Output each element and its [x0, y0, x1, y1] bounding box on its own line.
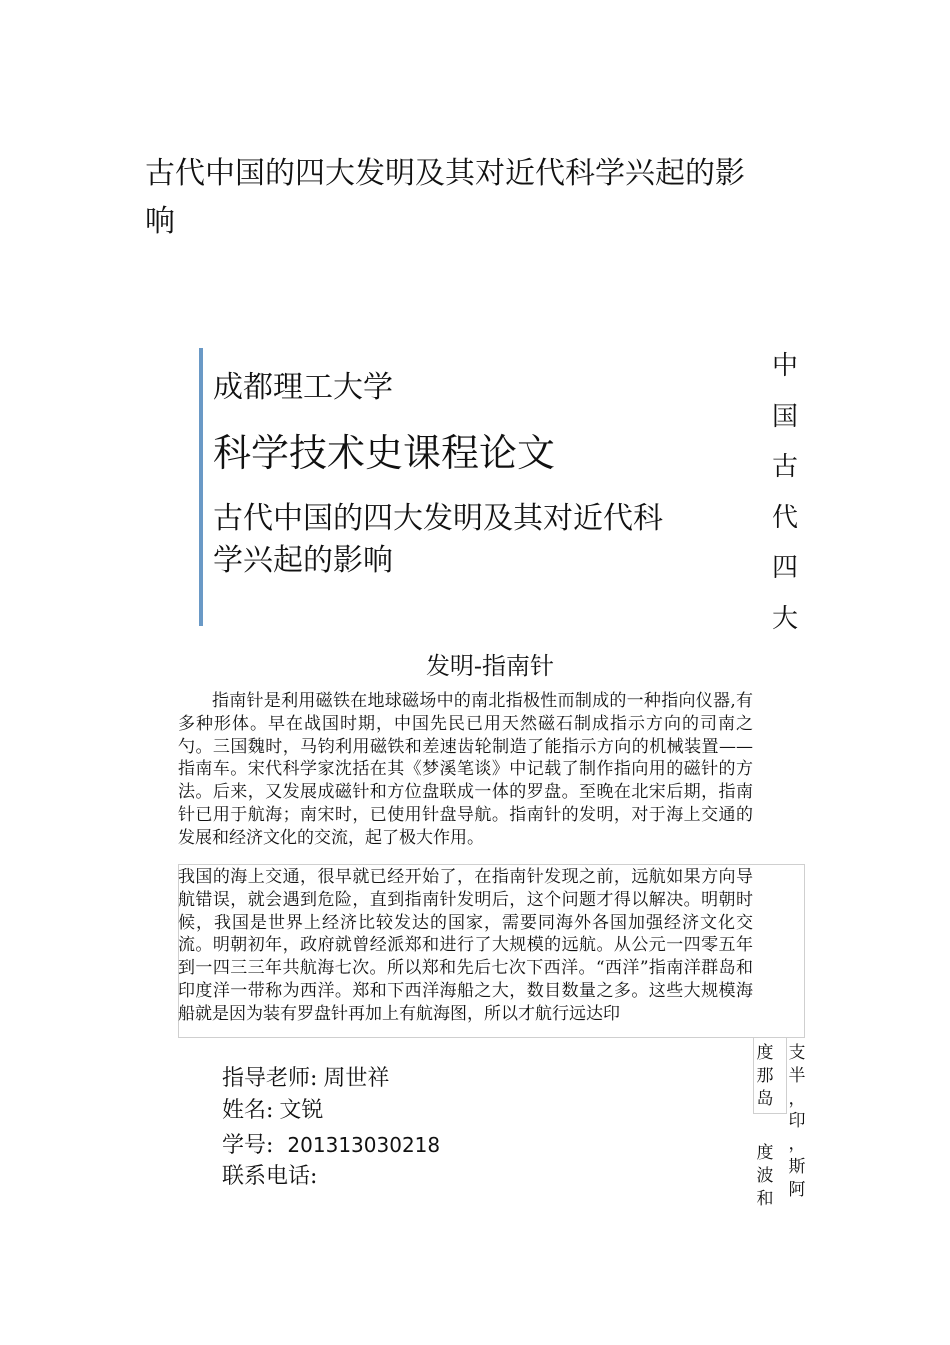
paragraph-compass: 指南针是利用磁铁在地球磁场中的南北指极性而制成的一种指向仪器,有多种形体。早在战国时期，中国先民已用天然磁石制成指示方向的司南之勺。三国魏时，马钧利用磁铁和差速齿轮制造了能指示方向的机械装置——指南车。宋代科学家沈括在其《梦溪笔谈》中记载了制作指向用的磁针的方法。后来，又发展成磁针和方位盘联成一体的罗盘。至晚在北宋后期，指南针已用于航海；南宋时，已使用针盘导航。指南针的发明，对于海上交通的发展和经济文化的交流，起了极大作用。 — [178, 691, 753, 848]
overflow-char: 斯 — [788, 1156, 806, 1177]
vertical-title-char: 国 — [771, 401, 798, 432]
overflow-column — [786, 1042, 808, 1202]
cover-accent-bar — [199, 348, 203, 626]
overflow-char: 阿 — [788, 1179, 806, 1200]
name-value: 文锐 — [279, 1098, 324, 1123]
advisor-value: 周世祥 — [323, 1066, 390, 1091]
vertical-title-char: 四 — [771, 553, 798, 583]
advisor-label: 指导老师: — [222, 1066, 318, 1091]
vertical-title — [768, 346, 802, 649]
section-title: 发明-指南针 — [425, 652, 555, 680]
overflow-char: 那 — [756, 1065, 774, 1086]
vertical-title-char: 中 — [771, 351, 798, 381]
phone-line — [222, 1162, 317, 1192]
student-id-line — [222, 1130, 440, 1161]
phone-label: 联系电话: — [222, 1164, 318, 1189]
university-name: 成都理工大学 — [213, 370, 393, 405]
overflow-char: 支 — [788, 1043, 806, 1063]
name-label: 姓名: — [222, 1098, 274, 1123]
course-title: 科学技术史课程论文 — [213, 431, 556, 475]
overflow-char: 度 — [756, 1143, 774, 1163]
student-id-value: 201313030218 — [287, 1133, 441, 1157]
vertical-title-char: 古 — [771, 452, 798, 482]
paragraph-navigation: 我国的海上交通，很早就已经开始了，在指南针发现之前，远航如果方向导航错误，就会遇到危险，直到指南针发明后，这个问题才得以解决。明朝时候，我国是世界上经济比较发达的国家，需要同海外各国加强经济文化交流。明朝初年，政府就曾经派郑和进行了大规模的远航。从公元一四零五年到一四三三年共航海七次。所以郑和先后七次下西洋。“西洋”指南洋群岛和印度洋一带称为西洋。郑和下西洋海船之大，数目数量之多。这些大规模海船就是因为装有罗盘针再加上有航海图，所以才航行远达印 — [178, 867, 753, 1024]
vertical-title-char: 大 — [771, 603, 798, 634]
overflow-column — [754, 1042, 776, 1110]
overflow-char: 和 — [756, 1188, 774, 1209]
student-id-label: 学号: — [222, 1133, 274, 1158]
name-line — [222, 1096, 323, 1126]
document-title: 古代中国的四大发明及其对近代科学兴起的影响 — [145, 156, 745, 239]
overflow-char: 岛 — [756, 1088, 774, 1109]
overflow-char: 度 — [756, 1043, 774, 1063]
advisor-line — [222, 1064, 389, 1094]
cover-subtitle: 古代中国的四大发明及其对近代科学兴起的影响 — [213, 501, 663, 578]
overflow-char: 印 — [788, 1111, 806, 1132]
overflow-char: ， — [788, 1134, 806, 1155]
vertical-title-char: 代 — [771, 502, 798, 533]
overflow-char: ， — [788, 1088, 806, 1109]
overflow-char: 波 — [756, 1165, 774, 1186]
overflow-column — [754, 1142, 776, 1210]
overflow-char: 半 — [788, 1065, 806, 1086]
